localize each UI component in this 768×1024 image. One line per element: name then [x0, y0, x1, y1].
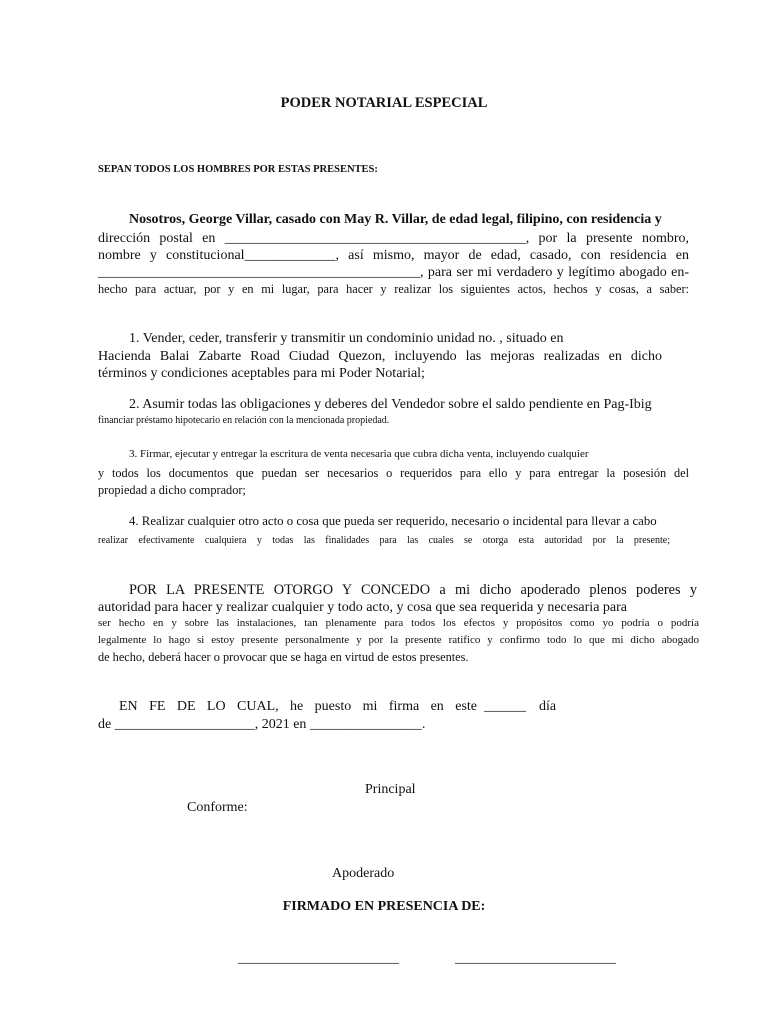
apoderado-label: Apoderado: [332, 866, 395, 881]
intro-line-3: nombre y constitucional_____________, así mismo, mayor de edad, casado, con residencia en: [98, 248, 689, 263]
item-3-line-1: 3. Firmar, ejecutar y entregar la escritura de venta necesaria que cubra dicha venta, incluyendo cualquier: [129, 448, 589, 460]
item-2-line-2: financiar préstamo hipotecario en relación con la mencionada propiedad.: [98, 415, 390, 426]
item-4-line-2: realizar efectivamente cualquiera y todas las finalidades para las cuales se otorga esta autoridad por la presente;: [98, 535, 670, 546]
item-2-line-1: 2. Asumir todas las obligaciones y deberes del Vendedor sobre el saldo pendiente en Pag-Ibig: [129, 397, 652, 412]
signed-in-presence-heading: FIRMADO EN PRESENCIA DE:: [282, 899, 486, 914]
grant-line-2: autoridad para hacer y realizar cualquier y todo acto, y cosa que sea requerida y necesaria para: [98, 600, 627, 615]
principal-label: Principal: [365, 782, 416, 797]
item-3-line-2: y todos los documentos que puedan ser necesarios o requeridos para ello y para entregar la posesión del: [98, 466, 689, 480]
witness-day-label: día: [539, 699, 557, 714]
intro-line-4: ______________________________________________, para ser mi verdadero y legítimo abogado en-: [98, 265, 689, 280]
witness-signature-line-2: _______________________: [455, 951, 616, 966]
grant-line-3: ser hecho en y sobre las instalaciones, tan plenamente para todos los efectos y propósitos como yo podría o podría: [98, 617, 699, 629]
intro-line-5: hecho para actuar, por y en mi lugar, para hacer y realizar los siguientes actos, hechos y cosas, a saber:: [98, 282, 689, 296]
intro-line-1: Nosotros, George Villar, casado con May R. Villar, de edad legal, filipino, con residencia y: [129, 212, 662, 227]
witness-line-2: de ____________________, 2021 en ________________.: [98, 717, 426, 732]
item-1-line-2: Hacienda Balai Zabarte Road Ciudad Quezon, incluyendo las mejoras realizadas en dicho: [98, 349, 662, 364]
witness-signature-line-1: _______________________: [238, 951, 399, 966]
conforme-label: Conforme:: [187, 800, 248, 815]
document-title: PODER NOTARIAL ESPECIAL: [280, 95, 488, 111]
greeting-heading: SEPAN TODOS LOS HOMBRES POR ESTAS PRESENTES:: [98, 164, 378, 175]
item-1-line-1: 1. Vender, ceder, transferir y transmitir un condominio unidad no. , situado en: [129, 331, 564, 346]
intro-line-2: dirección postal en ___________________________________________, por la presente nombro,: [98, 231, 689, 246]
day-blank: ______: [484, 699, 526, 714]
item-3-line-3: propiedad a dicho comprador;: [98, 483, 246, 497]
grant-line-1: POR LA PRESENTE OTORGO Y CONCEDO a mi dicho apoderado plenos poderes y: [129, 582, 697, 598]
grant-line-4: legalmente lo hago si estoy presente personalmente y por la presente ratifico y confirmo todo lo que mi dicho abogado: [98, 634, 699, 646]
item-1-line-3: términos y condiciones aceptables para mi Poder Notarial;: [98, 366, 425, 381]
item-4-line-1: 4. Realizar cualquier otro acto o cosa que pueda ser requerido, necesario o incidental para llevar a cabo: [129, 514, 657, 528]
witness-line-1: EN FE DE LO CUAL, he puesto mi firma en este: [119, 699, 477, 714]
grant-line-5: de hecho, deberá hacer o provocar que se haga en virtud de estos presentes.: [98, 650, 469, 664]
